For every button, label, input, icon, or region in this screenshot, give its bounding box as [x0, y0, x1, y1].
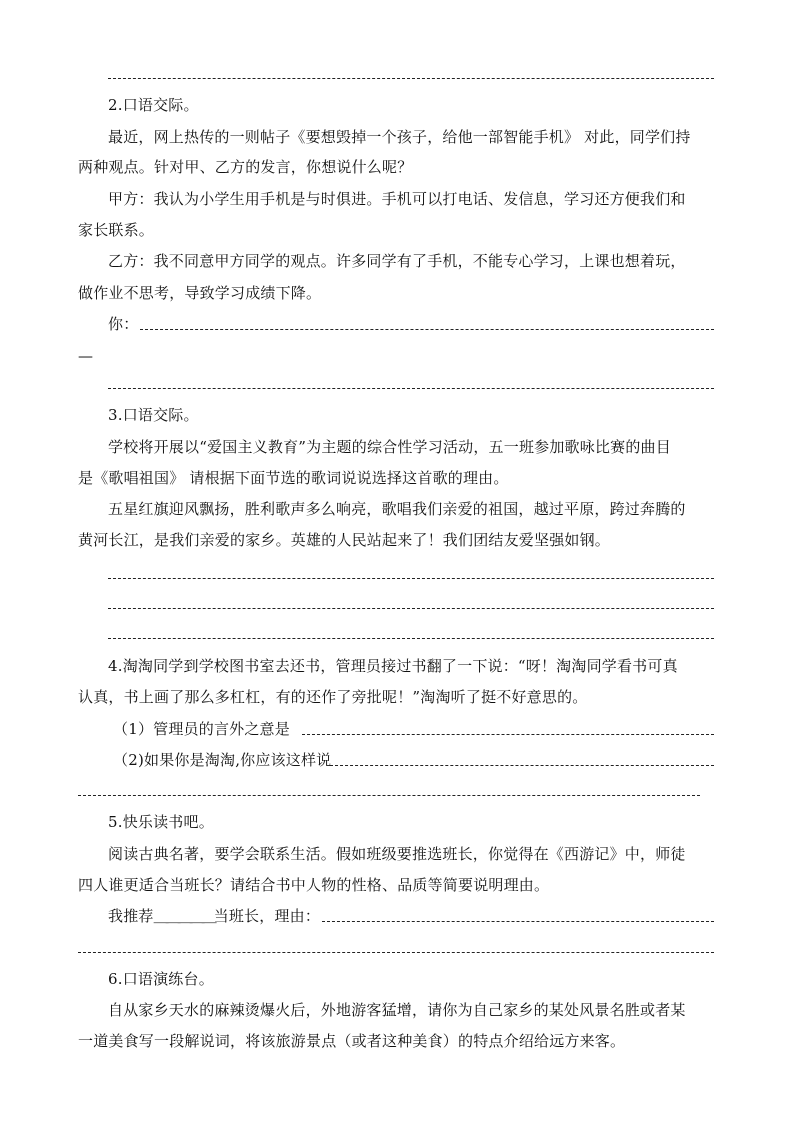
q3-answer-line[interactable]	[108, 608, 714, 609]
q3-answer-line[interactable]	[108, 578, 714, 579]
q4-sub1-answer-line[interactable]	[302, 734, 714, 735]
q2-answer-line[interactable]	[140, 329, 714, 330]
q4-sub2-answer-line[interactable]	[330, 765, 714, 766]
q2-answer-line[interactable]	[108, 388, 714, 389]
q2-you-label: 你：	[108, 315, 139, 333]
q3-lyric-line1: 五星红旗迎风飘扬，胜利歌声多么响亮，歌唱我们亲爱的祖国，越过平原，跨过奔腾的	[108, 500, 686, 518]
q6-line1: 自从家乡天水的麻辣烫爆火后，外地游客猛增，请你为自己家乡的某处风景名胜或者某	[108, 1001, 686, 1019]
q5-recommend-row	[108, 906, 320, 926]
q5-recommend-suffix: 当班长，理由：	[213, 907, 321, 925]
q6-line2: 一道美食写一段解说词，将该旅游景点（或者这种美食）的特点介绍给远方来客。	[78, 1032, 626, 1050]
q5-title: 5.快乐读书吧。	[108, 813, 214, 831]
q3-lyric-line2: 黄河长江，是我们亲爱的家乡。英雄的人民站起来了！我们团结友爱坚强如钢。	[78, 531, 611, 549]
q2-jia-line2: 家长联系。	[78, 221, 155, 239]
q5-recommend-prefix: 我推荐	[108, 907, 154, 925]
q2-yi-line1: 乙方：我不同意甲方同学的观点。许多同学有了手机，不能专心学习，上课也想着玩，	[108, 252, 686, 270]
q4-line1: 4.淘淘同学到学校图书室去还书，管理员接过书翻了一下说：“呀！淘淘同学看书可真	[108, 657, 678, 675]
q4-answer-line[interactable]	[78, 795, 700, 796]
stray-dash-mark: —	[78, 347, 94, 365]
q4-sub1-label: （1）管理员的言外之意是	[113, 720, 290, 738]
q3-intro-line2: 是《歌唱祖国》 请根据下面节选的歌词说说选择这首歌的理由。	[78, 469, 509, 487]
q4-line2: 认真，书上画了那么多杠杠，有的还作了旁批呢！”淘淘听了挺不好意思的。	[78, 688, 588, 706]
answer-line[interactable]	[108, 78, 714, 79]
q6-title: 6.口语演练台。	[108, 970, 214, 988]
q5-line2: 四人谁更适合当班长？请结合书中人物的性格、品质等简要说明理由。	[78, 876, 550, 894]
q3-intro-line1: 学校将开展以“爱国主义教育”为主题的综合性学习活动，五一班参加歌咏比赛的曲目	[108, 438, 671, 456]
q2-jia-line1: 甲方：我认为小学生用手机是与时俱进。手机可以打电话、发信息，学习还方便我们和	[108, 190, 686, 208]
q3-answer-line[interactable]	[108, 638, 714, 639]
q5-answer-line[interactable]	[78, 952, 714, 953]
q2-yi-line2: 做作业不思考，导致学习成绩下降。	[78, 284, 322, 302]
q5-recommend-name-blank[interactable]: ＿＿＿＿＿	[153, 907, 214, 925]
q4-sub2-label: （2)如果你是淘淘,你应该这样说	[113, 751, 332, 769]
q3-title: 3.口语交际。	[108, 406, 199, 424]
q2-intro-line2: 两种观点。针对甲、乙方的发言，你想说什么呢？	[78, 158, 413, 176]
q2-title: 2.口语交际。	[108, 96, 199, 114]
q2-intro-line1: 最近，网上热传的一则帖子《要想毁掉一个孩子，给他一部智能手机》 对此，同学们持	[108, 128, 691, 146]
q5-reason-answer-line[interactable]	[322, 921, 714, 922]
q5-line1: 阅读古典名著，要学会联系生活。假如班级要推选班长，你觉得在《西游记》中，师徒	[108, 845, 686, 863]
